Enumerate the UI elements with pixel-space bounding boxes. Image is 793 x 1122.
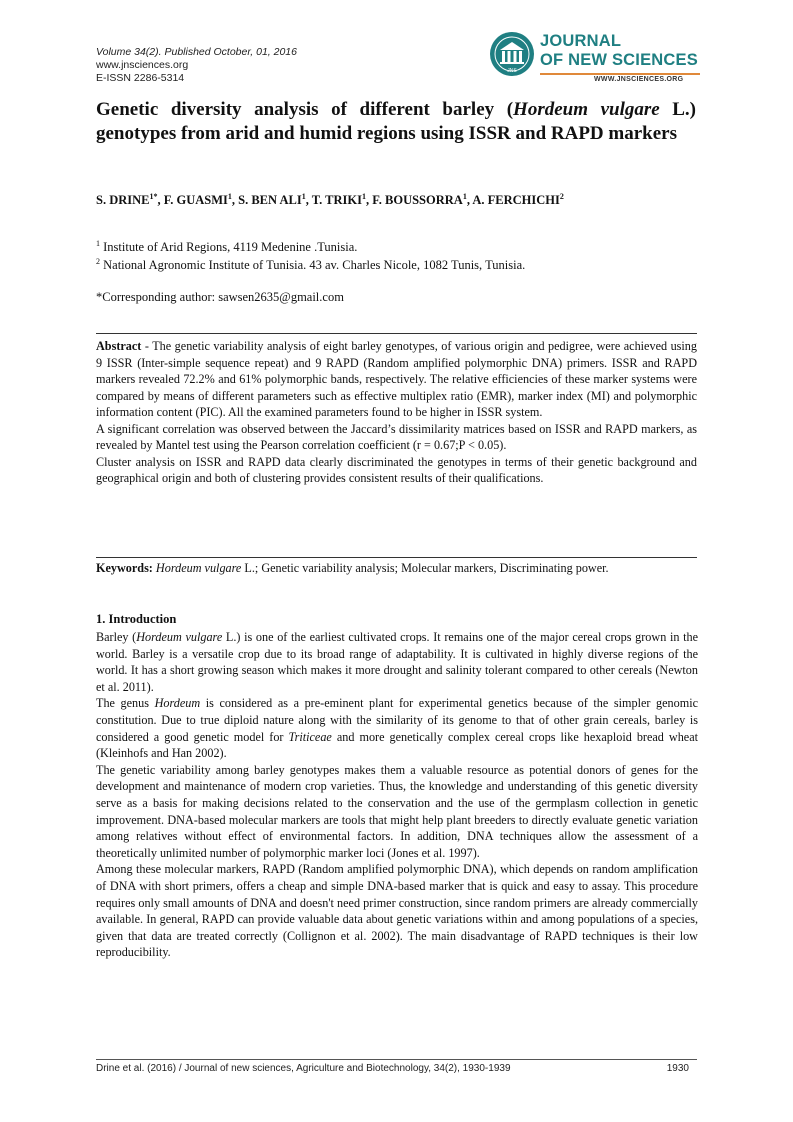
abstract-paragraph: Abstract - The genetic variability analysis of eight barley genotypes, of various origin and pedigree, were achieved using 9 ISSR (Inter-simple sequence repeat) and 9 RAPD (Random amplified polymorphic DNA) primers. ISSR and RAPD markers revealed 72.2% and 61% polymorphic bands, respectively. The relative efficiencies of these marker systems were compared by means of different parameters such as effective multiplex ratio (EMR), marker index (MI) and polymorphic information content (PIC). All the examined parameters found to be higher in ISSR system. (96, 339, 697, 419)
corresponding-author: *Corresponding author: sawsen2635@gmail.com (96, 290, 344, 304)
section-heading: 1. Introduction (96, 612, 177, 626)
body-paragraph: The genus Hordeum is considered as a pre-eminent plant for experimental genetics because of the simpler genomic constitution. Due to true diploid nature along with the similarity of its genome to that of other grain cereals, barley is considered a good genetic model for Triticeae and more genetically complex cereal crops like hexaploid bread wheat (Kleinhofs and Han 2002). (96, 696, 698, 761)
footer-citation: Drine et al. (2016) / Journal of new sciences, Agriculture and Biotechnology, 34(2), 1930-1939 (96, 1063, 511, 1074)
abstract-paragraph: A significant correlation was observed between the Jaccard’s dissimilarity matrices based on ISSR and RAPD markers, as revealed by Mantel test using the Pearson correlation coefficient (r = 0.67;P < 0.05). (96, 421, 697, 452)
page-footer (96, 1063, 697, 1074)
author: F. GUASMI$^1$ (163, 191, 232, 207)
introduction-body (96, 629, 698, 961)
author: T. TRIKI$^1$ (311, 191, 367, 207)
page-number: 1930 (666, 1063, 689, 1074)
abstract (96, 338, 697, 487)
logo-url: WWW.JNSCIENCES.ORG (594, 76, 684, 83)
volume-line: Volume 34(2). Published October, 01, 2016 (96, 46, 297, 58)
article-title: Genetic diversity analysis of different barley (Hordeum vulgare L.) genotypes from arid and humid regions using ISSR and RAPD markers (96, 99, 697, 144)
journal-logo (488, 30, 703, 90)
author: F. BOUSSORRA$^1$ (372, 191, 467, 207)
affiliation: $^1$ Institute of Arid Regions, 4119 Medenine .Tunisia. (96, 238, 358, 254)
author: S. BEN ALI$^1$ (238, 191, 306, 207)
footer-rule (96, 1059, 697, 1060)
website-link[interactable]: www.jnsciences.org (96, 59, 189, 71)
abstract-paragraph: Cluster analysis on ISSR and RAPD data clearly discriminated the genotypes in terms of their genetic background and geographical origin and both of clustering provides consistent results of their qualifications. (96, 454, 697, 485)
keywords-top-rule (96, 557, 697, 558)
affiliations (96, 238, 696, 274)
logo-line-1: JOURNAL (540, 32, 622, 50)
issn-line: E-ISSN 2286-5314 (96, 72, 185, 84)
author: A. FERCHICHI$^2$ (472, 191, 564, 207)
seal-text: JNS (507, 68, 517, 74)
keywords: Keywords: Hordeum vulgare L.; Genetic variability analysis; Molecular markers, Discriminating power. (96, 561, 609, 575)
abstract-top-rule (96, 333, 697, 334)
issue-info (96, 46, 297, 85)
body-paragraph: The genetic variability among barley genotypes makes them a valuable resource as potential donors of genes for the development and maintenance of modern crop varieties. Thus, the knowledge and understanding of this genetic diversity serve as a basis for making decisions related to the conservation and the use of the germplasm collection in genetic improvement. DNA-based molecular markers are tools that might help plant breeders to directly evaluate genetic variation among relatives without effect of environmental factors. In addition, DNA techniques allow the assessment of a theoretically unlimited number of polymorphic marker loci (Jones et al. 1997). (96, 762, 698, 860)
author-list: S. $DRINE^{1*}$, F. GUASMI$^1$, S. BEN ALI$^1$, T. TRIKI$^1$, F. BOUSSORRA$^1$, A. FERCHICHI$^2$ (96, 191, 564, 207)
logo-underline (540, 73, 700, 75)
author: S. $DRINE^{1*}$ (96, 191, 158, 207)
logo-wordmark (540, 32, 698, 70)
body-paragraph: Among these molecular markers, RAPD (Random amplified polymorphic DNA), which depends on random amplification of DNA with short primers, offers a cheap and simple DNA-based marker that is quick and easy to assay. This procedure requires only small amounts of DNA and doesn't need primer construction, since random primers are already commercially available. In general, RAPD can provide valuable data about genetic variations within and among populations of a species, given that data are treated correctly (Collignon et al. 2002). The main disadvantage of RAPD techniques is their low reproducibility. (96, 862, 698, 960)
body-paragraph: Barley (Hordeum vulgare L.) is one of the earliest cultivated crops. It remains one of the major cereal crops grown in the world. Barley is a versatile crop due to its broad range of adaptability. It is cultivated in highly diverse regions of the world. It has a short growing season which makes it more drought and salinity tolerant compared to other cereals (Newton et al. 2011). (96, 630, 698, 694)
journal-seal-icon (488, 30, 536, 78)
logo-line-2: OF NEW SCIENCES (540, 51, 698, 69)
affiliation: $^2$ National Agronomic Institute of Tunisia. 43 av. Charles Nicole, 1082 Tunis, Tunisia. (96, 256, 526, 272)
